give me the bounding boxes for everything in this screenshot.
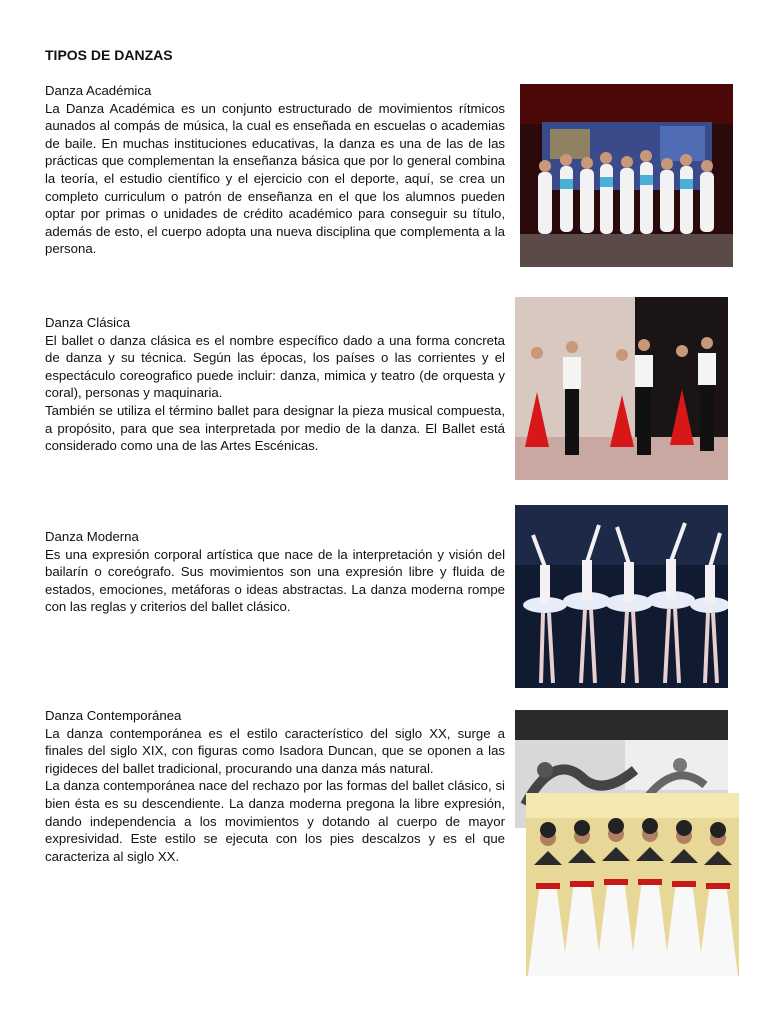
academic-dance-photo	[520, 84, 733, 267]
classical-dance-photo	[515, 297, 728, 480]
section-danza-clasica	[45, 314, 505, 455]
section-heading: Danza Académica	[45, 83, 152, 98]
section-paragraph: La danza contemporánea nace del rechazo por las formas del ballet clásico, si bien ésta es su descendiente. La danza moderna pregona la libre expresión, dando independencia a los movimientos y dotando al cuerpo de mayor expresividad. Este estilo se ejecuta con los pies descalzos y es el que caracteriza al siglo XX.	[45, 778, 505, 864]
section-paragraph: También se utiliza el término ballet para designar la pieza musical compuesta, a propósito, para que sea interpretada por medio de la danza. El Ballet está considerado como una de las Artes Escénicas.	[45, 402, 505, 454]
modern-dance-photo	[515, 505, 728, 688]
section-paragraph: El ballet o danza clásica es el nombre específico dado a una forma concreta de danza y su técnica. Según las épocas, los países o las corrientes y el espectáculo coreografico puede incluir: danza, mimica y teatro (de orquesta y coral), personas y maquinaria.	[45, 332, 505, 401]
section-heading: Danza Clásica	[45, 315, 131, 330]
section-danza-contemporanea	[45, 707, 505, 865]
page-title: TIPOS DE DANZAS	[45, 47, 173, 63]
section-danza-moderna	[45, 528, 505, 616]
section-paragraph: La Danza Académica es un conjunto estructurado de movimientos rítmicos aunados al compás de música, la cual es enseñada en escuelas o academias de baile. En muchas instituciones educativas, la danza es una de las de las prácticas que complementan la enseñanza básica que por lo general combina la teoría, el estudio científico y el ejercicio con el deporte, aquí, se crea un completo curriculum o patrón de enseñanza en el que los alumnos pueden optar por primas o unidades de crédito académico para conseguir su título, además de esto, el cuerpo adopta una nueva disciplina que complementa a la persona.	[45, 100, 505, 257]
section-danza-academica	[45, 82, 505, 258]
section-heading: Danza Contemporánea	[45, 708, 182, 723]
section-heading: Danza Moderna	[45, 529, 139, 544]
section-paragraph: Es una expresión corporal artística que nace de la interpretación y visión del bailarín o coreógrafo. Sus movimientos son una expresión libre y fluida de estados, emociones, metáforas o ideas abstractas. La danza moderna rompe con las reglas y criterios del ballet clásico.	[45, 546, 505, 615]
section-paragraph: La danza contemporánea es el estilo característico del siglo XX, surge a finales del siglo XIX, con figuras como Isadora Duncan, que se oponen a las rigideces del ballet tradicional, procurando una danza más natural.	[45, 725, 505, 776]
folk-dance-photo	[526, 793, 739, 976]
